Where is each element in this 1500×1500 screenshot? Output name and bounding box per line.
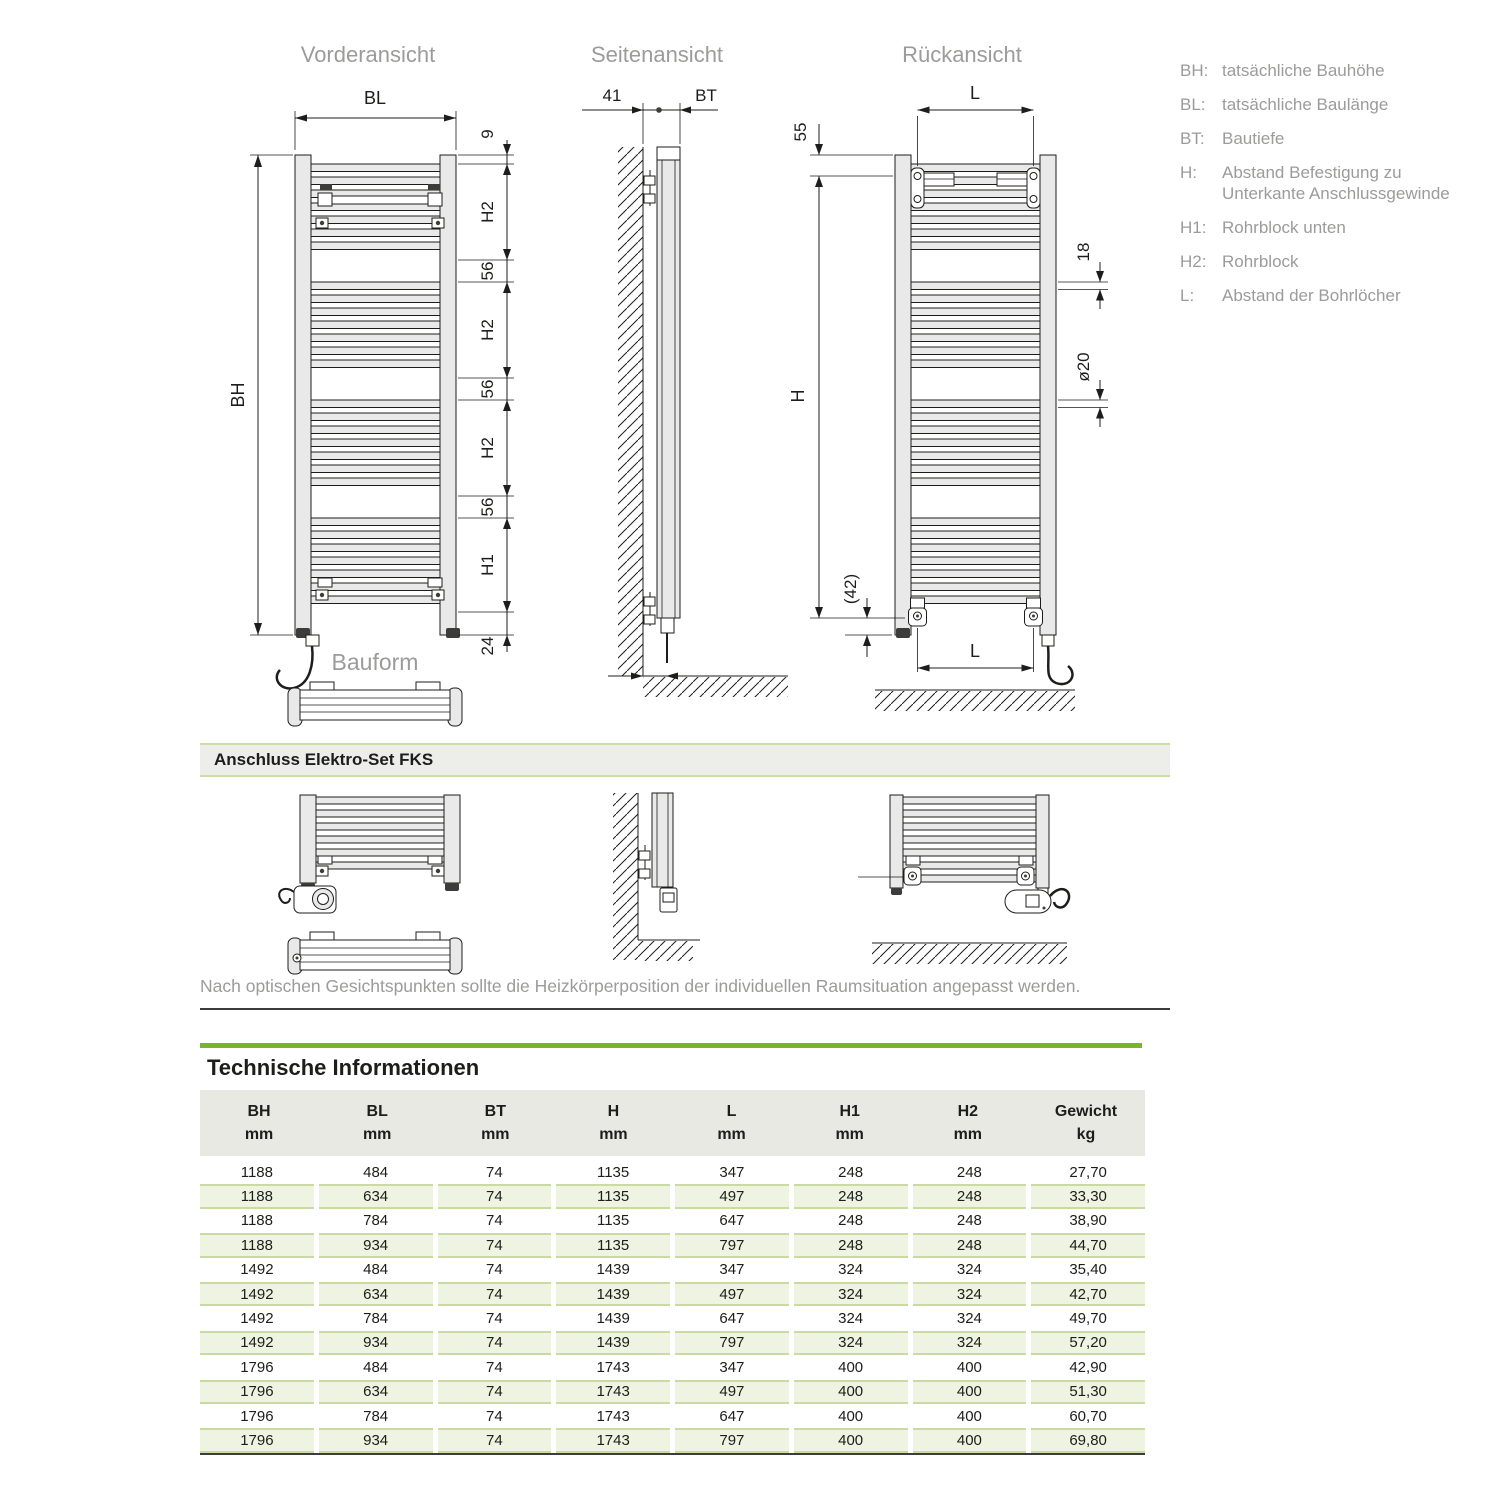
table-cell: 51,30 [1031, 1380, 1145, 1404]
floor-hatch [872, 944, 1067, 964]
column-header: Gewicht kg [1054, 1103, 1118, 1143]
front-view-drawing [228, 42, 514, 726]
table-cell: 324 [794, 1331, 908, 1355]
table-cell: 497 [675, 1282, 789, 1306]
front-view-title: Vorderansicht [300, 42, 436, 67]
table-cell: 1796 [240, 1358, 274, 1376]
table-row [200, 1233, 1145, 1257]
cable-hook [1050, 889, 1069, 907]
table-cell: 347 [719, 1163, 745, 1181]
table-cell: 1135 [596, 1163, 630, 1181]
dim-label-h2: H2 [478, 201, 497, 223]
table-cell: 248 [956, 1212, 982, 1230]
table-row [200, 1258, 1145, 1282]
legend-item [1180, 128, 1488, 149]
legend-text: tatsächliche Bauhöhe [1222, 61, 1385, 80]
legend-key: BL: [1180, 95, 1206, 114]
accent-bar [200, 1043, 1142, 1048]
table-cell: 400 [913, 1428, 1027, 1452]
table-cell: 1796 [200, 1428, 314, 1452]
legend-text: tatsächliche Baulänge [1222, 95, 1389, 114]
table-cell: 324 [838, 1261, 864, 1279]
wall-hatch [613, 793, 638, 960]
table-cell: 347 [719, 1261, 745, 1279]
table-cell: 797 [675, 1428, 789, 1452]
legend-item [1180, 162, 1488, 204]
table-cell: 484 [363, 1358, 389, 1376]
table-cell: 1135 [556, 1233, 670, 1257]
legend-item [1180, 217, 1488, 238]
table-cell: 1439 [596, 1261, 630, 1279]
table-cell: 74 [486, 1261, 503, 1279]
table-cell: 1796 [240, 1407, 274, 1425]
side-view-title: Seitenansicht [590, 42, 724, 67]
bauform-profile [288, 682, 462, 726]
table-cell: 347 [719, 1358, 745, 1376]
table-cell: 44,70 [1031, 1233, 1145, 1257]
dim-label-41: 41 [602, 86, 622, 105]
cable-hook [1048, 646, 1072, 684]
fks-rear-tubes [903, 797, 1036, 882]
table-cell: 1492 [240, 1261, 274, 1279]
table-cell: 400 [794, 1428, 908, 1452]
legend-text: Abstand Befestigung zu Unterkante Anschlussgewinde [1222, 163, 1450, 203]
table-cell: 324 [913, 1282, 1027, 1306]
fks-side-drawing [613, 793, 700, 961]
dim-label-h: H [788, 389, 808, 403]
table-cell: 647 [719, 1310, 745, 1328]
table-cell: 74 [438, 1331, 552, 1355]
dim-label-l: L [969, 83, 981, 103]
fks-section-header [200, 743, 1170, 777]
bauform-label: Bauform [331, 649, 419, 675]
table-cell: 400 [794, 1380, 908, 1404]
table-cell: 1743 [556, 1428, 670, 1452]
table-cell: 1188 [200, 1233, 314, 1257]
table-row [200, 1282, 1145, 1306]
dim-label-56: 56 [478, 379, 497, 399]
fks-rear-drawing [858, 795, 1069, 964]
dim-label-l: L [969, 641, 981, 661]
floor-hatch [643, 677, 788, 697]
table-cell: 248 [913, 1233, 1027, 1257]
table-cell: 324 [794, 1282, 908, 1306]
table-cell: 1492 [240, 1310, 274, 1328]
table-cell: 400 [956, 1358, 982, 1376]
table-cell: 784 [363, 1310, 389, 1328]
table-cell: 634 [319, 1184, 433, 1208]
table-cell: 1135 [596, 1212, 630, 1230]
table-cell: 74 [486, 1163, 503, 1181]
front-tubes [311, 164, 440, 604]
table-row [200, 1184, 1145, 1208]
column-header: H1 mm [835, 1103, 864, 1143]
dimension-legend [1180, 60, 1488, 319]
table-cell: 497 [675, 1184, 789, 1208]
dim-label-56: 56 [478, 261, 497, 281]
table-cell: 324 [838, 1310, 864, 1328]
dim-label-18: 18 [1074, 242, 1093, 262]
table-cell: 1743 [556, 1380, 670, 1404]
table-cell: 1188 [240, 1212, 273, 1230]
table-cell: 1135 [556, 1184, 670, 1208]
table-cell: 934 [319, 1428, 433, 1452]
table-cell: 1492 [200, 1331, 314, 1355]
table-cell: 400 [838, 1407, 864, 1425]
dim-label-56: 56 [478, 497, 497, 517]
legend-item [1180, 285, 1488, 306]
legend-key: BT: [1180, 129, 1205, 148]
dim-label-h2: H2 [478, 319, 497, 341]
dim-label-h2: H2 [478, 437, 497, 459]
table-row [200, 1380, 1145, 1404]
table-cell: 934 [319, 1233, 433, 1257]
table-cell: 248 [956, 1163, 982, 1181]
legend-key: BH: [1180, 61, 1209, 80]
table-cell: 42,70 [1031, 1282, 1145, 1306]
dim-label-bh: BH [228, 382, 248, 408]
table-cell: 69,80 [1031, 1428, 1145, 1452]
legend-text: Abstand der Bohrlöcher [1222, 286, 1401, 305]
table-cell: 74 [486, 1358, 503, 1376]
table-cell: 248 [794, 1184, 908, 1208]
table-cell: 1439 [556, 1282, 670, 1306]
table-cell: 1492 [200, 1282, 314, 1306]
rear-tubes [911, 164, 1040, 604]
table-cell: 400 [956, 1407, 982, 1425]
table-cell: 1743 [596, 1407, 630, 1425]
table-row [200, 1428, 1145, 1452]
table-cell: 784 [363, 1407, 389, 1425]
legend-item [1180, 60, 1488, 81]
table-cell: 797 [675, 1331, 789, 1355]
table-row [200, 1306, 1145, 1330]
legend-text: Rohrblock unten [1222, 218, 1346, 237]
table-cell: 1439 [556, 1331, 670, 1355]
table-cell: 74 [486, 1212, 503, 1230]
column-header: BH mm [244, 1103, 274, 1143]
table-row [200, 1331, 1145, 1355]
table-cell: 60,70 [1069, 1407, 1107, 1425]
table-cell: 934 [319, 1331, 433, 1355]
column-header: H2 mm [953, 1103, 983, 1143]
table-row [200, 1160, 1145, 1184]
legend-item [1180, 251, 1488, 272]
cable-hook [277, 646, 313, 688]
column-header: BL mm [362, 1103, 392, 1143]
table-cell: 1743 [596, 1358, 630, 1376]
table-cell: 74 [438, 1184, 552, 1208]
table-cell: 324 [956, 1310, 982, 1328]
fks-front-tubes [316, 797, 444, 869]
table-cell: 74 [438, 1233, 552, 1257]
table-cell: 324 [913, 1331, 1027, 1355]
legend-key: L: [1180, 286, 1195, 305]
table-cell: 634 [319, 1282, 433, 1306]
table-cell: 49,70 [1069, 1310, 1107, 1328]
dim-label-bl: BL [363, 88, 387, 108]
floor-hatch [638, 941, 693, 961]
dim-label-55: 55 [791, 122, 810, 142]
wall-hatch [618, 147, 643, 676]
table-body [200, 1160, 1145, 1455]
dim-label-42: (42) [841, 573, 860, 605]
table-cell: 400 [913, 1380, 1027, 1404]
dim-label-bt: BT [695, 86, 717, 105]
fks-front-drawing [279, 795, 462, 974]
table-cell: 74 [486, 1407, 503, 1425]
legend-key: H: [1180, 163, 1197, 182]
cable-hook [279, 889, 294, 903]
table-header-row [200, 1090, 1145, 1156]
floor-hatch [875, 691, 1075, 711]
table-row [200, 1209, 1145, 1233]
section-divider [200, 1008, 1170, 1010]
table-cell: 497 [675, 1380, 789, 1404]
table-cell: 1188 [240, 1163, 273, 1181]
table-cell: 634 [319, 1380, 433, 1404]
side-view-drawing [582, 42, 788, 697]
table-title: Technische Informationen [207, 1055, 480, 1080]
table-cell: 797 [675, 1233, 789, 1257]
legend-key: H2: [1180, 252, 1207, 271]
legend-text: Bautiefe [1222, 129, 1285, 148]
table-cell: 248 [838, 1212, 864, 1230]
legend-key: H1: [1180, 218, 1207, 237]
table-cell: 324 [956, 1261, 982, 1279]
dim-label-9: 9 [478, 129, 497, 139]
fks-section-title: Anschluss Elektro-Set FKS [214, 750, 434, 769]
table-cell: 484 [363, 1163, 389, 1181]
table-cell: 35,40 [1069, 1261, 1107, 1279]
table-row [200, 1355, 1145, 1379]
rear-view-drawing [788, 42, 1108, 711]
table-cell: 74 [486, 1310, 503, 1328]
table-cell: 248 [838, 1163, 864, 1181]
table-cell: 647 [719, 1212, 745, 1230]
column-header: H mm [599, 1103, 628, 1143]
table-cell: 27,70 [1069, 1163, 1107, 1181]
table-cell: 400 [838, 1358, 864, 1376]
table-cell: 33,30 [1031, 1184, 1145, 1208]
column-header: BT mm [481, 1103, 510, 1143]
table-cell: 57,20 [1031, 1331, 1145, 1355]
table-cell: 647 [719, 1407, 745, 1425]
legend-item [1180, 94, 1488, 115]
table-cell: 74 [438, 1282, 552, 1306]
legend-text: Rohrblock [1222, 252, 1299, 271]
table-cell: 74 [438, 1380, 552, 1404]
table-cell: 484 [363, 1261, 389, 1279]
table-cell: 1796 [200, 1380, 314, 1404]
rear-view-title: Rückansicht [902, 42, 1022, 67]
table-cell: 1439 [596, 1310, 630, 1328]
table-cell: 42,90 [1069, 1358, 1107, 1376]
positioning-note: Nach optischen Gesichtspunkten sollte die Heizkörperposition der individuellen Raumsituation angepasst werden. [200, 976, 1081, 996]
table-cell: 248 [794, 1233, 908, 1257]
table-cell: 784 [363, 1212, 389, 1230]
table-cell: 74 [438, 1428, 552, 1452]
dim-label-h1: H1 [478, 554, 497, 576]
table-cell: 248 [913, 1184, 1027, 1208]
dim-label-24: 24 [478, 636, 497, 656]
table-cell: 1188 [200, 1184, 314, 1208]
table-cell: 38,90 [1069, 1212, 1107, 1230]
column-header: L mm [717, 1103, 746, 1143]
table-row [200, 1404, 1145, 1428]
dim-label-dia20: ø20 [1074, 352, 1093, 382]
